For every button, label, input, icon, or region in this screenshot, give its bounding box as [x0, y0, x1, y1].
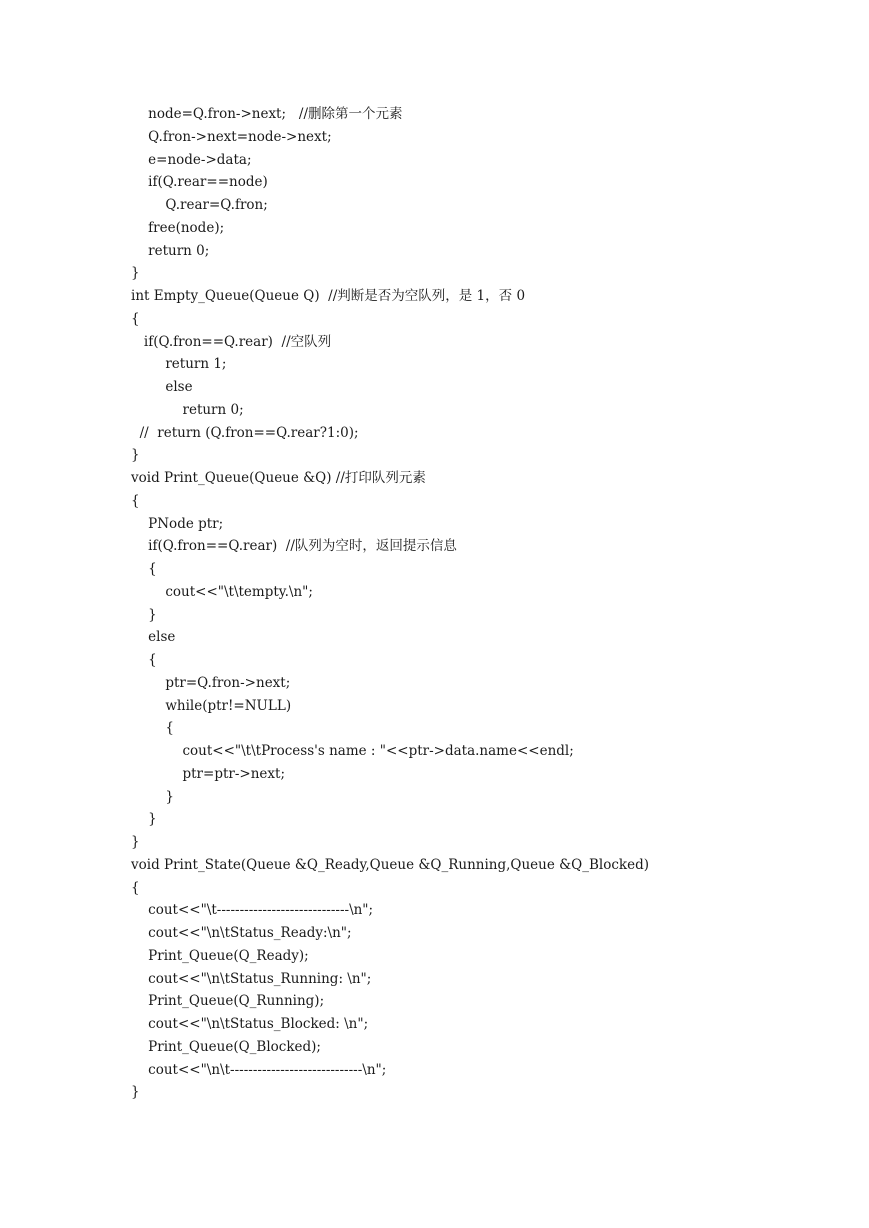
- code-line: Print_Queue(Q_Blocked);: [131, 1038, 321, 1055]
- code-line: if(Q.fron==Q.rear) //队列为空时，返回提示信息: [131, 538, 457, 555]
- code-line: ptr=ptr->next;: [131, 765, 285, 782]
- code-line: int Empty_Queue(Queue Q) //判断是否为空队列，是 1，否 0: [131, 288, 526, 304]
- code-line: Q.rear=Q.fron;: [131, 197, 268, 213]
- code-line: {: [131, 561, 157, 577]
- code-line: {: [131, 879, 140, 896]
- code-line: e=node->data;: [131, 151, 252, 168]
- code-line: cout<<"\n\tStatus_Ready:\n";: [131, 925, 352, 941]
- code-line: // return (Q.fron==Q.rear?1:0);: [131, 424, 359, 441]
- code-line: while(ptr!=NULL): [131, 697, 292, 714]
- code-line: void Print_State(Queue &Q_Ready,Queue &Q_Running,Queue &Q_Blocked): [131, 856, 649, 873]
- code-line: }: [131, 606, 157, 623]
- code-line: PNode ptr;: [131, 515, 224, 532]
- code-block: [131, 103, 831, 1104]
- code-line: }: [131, 265, 140, 282]
- code-line: cout<<"\t\tProcess's name : "<<ptr->data.name<<endl;: [131, 743, 574, 759]
- code-line: }: [131, 447, 140, 464]
- code-line: }: [131, 811, 157, 828]
- code-line: if(Q.fron==Q.rear) //空队列: [131, 333, 332, 350]
- code-line: return 1;: [131, 356, 227, 373]
- code-line: else: [131, 629, 176, 646]
- code-line: void Print_Queue(Queue &Q) //打印队列元素: [131, 470, 426, 486]
- code-line: cout<<"\n\tStatus_Running: \n";: [131, 970, 372, 987]
- code-line: node=Q.fron->next; //删除第一个元素: [131, 106, 403, 122]
- code-line: Q.fron->next=node->next;: [131, 128, 332, 145]
- code-line: cout<<"\n\t-----------------------------\n";: [131, 1061, 387, 1078]
- code-line: cout<<"\t\tempty.\n";: [131, 583, 313, 600]
- code-line: }: [131, 834, 140, 850]
- code-line: }: [131, 788, 174, 805]
- code-line: return 0;: [131, 401, 244, 418]
- code-line: ptr=Q.fron->next;: [131, 674, 291, 691]
- code-line: {: [131, 310, 140, 327]
- code-line: {: [131, 492, 140, 509]
- code-line: else: [131, 379, 193, 395]
- code-line: if(Q.rear==node): [131, 174, 268, 191]
- code-line: free(node);: [131, 219, 225, 236]
- code-line: {: [131, 652, 157, 668]
- code-line: {: [131, 720, 174, 737]
- code-line: cout<<"\n\tStatus_Blocked: \n";: [131, 1016, 369, 1032]
- code-line: cout<<"\t-----------------------------\n";: [131, 902, 374, 919]
- code-line: Print_Queue(Q_Ready);: [131, 947, 309, 964]
- code-line: }: [131, 1084, 140, 1101]
- code-line: Print_Queue(Q_Running);: [131, 993, 325, 1010]
- code-line: return 0;: [131, 242, 210, 259]
